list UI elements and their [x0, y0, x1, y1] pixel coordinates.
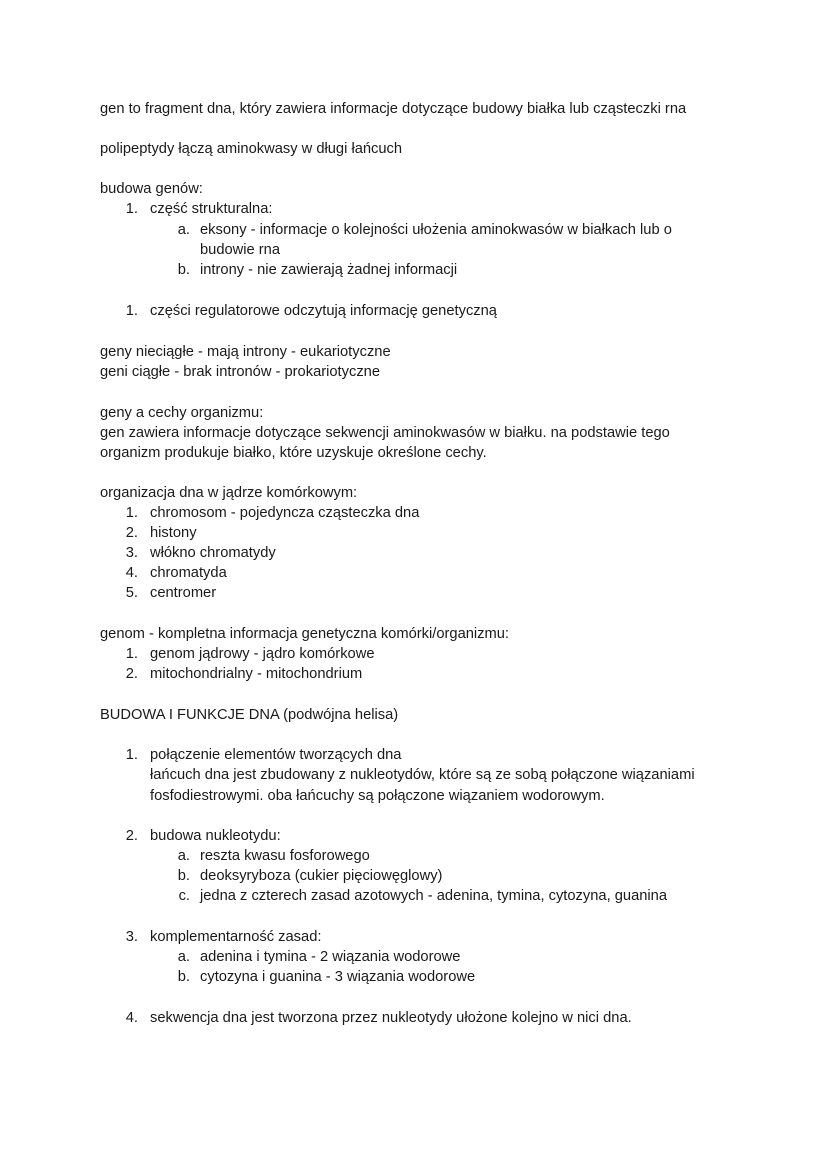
- sublist-item: deoksyryboza (cukier pięciowęglowy): [200, 868, 443, 884]
- section-heading-gene-structure: budowa genów:: [100, 181, 203, 197]
- list-marker: 3.: [125, 929, 138, 945]
- list-marker: 2.: [125, 828, 138, 844]
- list-item: część strukturalna:: [150, 201, 273, 217]
- list-item-continuation: łańcuch dna jest zbudowany z nukleotydów, które są ze sobą połączone wiązaniami: [150, 767, 695, 783]
- list-marker: 1.: [125, 646, 138, 662]
- list-item: chromatyda: [150, 565, 227, 581]
- paragraph-line: organizm produkuje białko, które uzyskuje określone cechy.: [100, 445, 487, 461]
- paragraph-polypeptides: polipeptydy łączą aminokwasy w długi łańcuch: [100, 141, 403, 157]
- sublist-marker: a.: [177, 949, 190, 965]
- sublist-item: cytozyna i guanina - 3 wiązania wodorowe: [200, 969, 476, 985]
- list-item: włókno chromatydy: [150, 545, 276, 561]
- list-marker: 1.: [125, 505, 138, 521]
- list-marker: 1.: [125, 303, 138, 319]
- list-item: sekwencja dna jest tworzona przez nukleotydy ułożone kolejno w nici dna.: [150, 1010, 632, 1026]
- list-marker: 4.: [125, 1010, 138, 1026]
- sublist-marker: b.: [177, 868, 190, 884]
- list-item: chromosom - pojedyncza cząsteczka dna: [150, 505, 420, 521]
- list-marker: 3.: [125, 545, 138, 561]
- list-marker: 1.: [125, 747, 138, 763]
- list-marker: 2.: [125, 525, 138, 541]
- list-item: połączenie elementów tworzących dna: [150, 747, 402, 763]
- section-heading-dna-organization: organizacja dna w jądrze komórkowym:: [100, 485, 358, 501]
- list-marker: 1.: [125, 201, 138, 217]
- sublist-item-continuation: budowie rna: [200, 242, 281, 258]
- sublist-marker: b.: [177, 969, 190, 985]
- paragraph-gene-type: geny nieciągłe - mają introny - eukariotyczne: [100, 344, 391, 360]
- list-item: genom jądrowy - jądro komórkowe: [150, 646, 375, 662]
- sublist-marker: a.: [177, 222, 190, 238]
- sublist-marker: b.: [177, 262, 190, 278]
- list-marker: 2.: [125, 666, 138, 682]
- list-item: centromer: [150, 585, 217, 601]
- section-heading-dna-structure: BUDOWA I FUNKCJE DNA (podwójna helisa): [100, 707, 399, 723]
- section-heading-genes-traits: geny a cechy organizmu:: [100, 405, 264, 421]
- list-item-continuation: fosfodiestrowymi. oba łańcuchy są połączone wiązaniem wodorowym.: [150, 788, 605, 804]
- sublist-item: introny - nie zawierają żadnej informacji: [200, 262, 458, 278]
- list-item: komplementarność zasad:: [150, 929, 322, 945]
- paragraph-gene-definition: gen to fragment dna, który zawiera informacje dotyczące budowy białka lub cząsteczki rna: [100, 101, 687, 117]
- sublist-item: jedna z czterech zasad azotowych - adenina, tymina, cytozyna, guanina: [200, 888, 668, 904]
- sublist-item: adenina i tymina - 2 wiązania wodorowe: [200, 949, 461, 965]
- list-item: budowa nukleotydu:: [150, 828, 281, 844]
- sublist-item: eksony - informacje o kolejności ułożenia aminokwasów w białkach lub o: [200, 222, 672, 238]
- list-marker: 4.: [125, 565, 138, 581]
- list-item: mitochondrialny - mitochondrium: [150, 666, 363, 682]
- sublist-marker: c.: [178, 888, 190, 904]
- section-heading-genome: genom - kompletna informacja genetyczna komórki/organizmu:: [100, 626, 509, 642]
- sublist-item: reszta kwasu fosforowego: [200, 848, 370, 864]
- list-item: histony: [150, 525, 197, 541]
- list-item: części regulatorowe odczytują informację genetyczną: [150, 303, 497, 319]
- paragraph-line: gen zawiera informacje dotyczące sekwencji aminokwasów w białku. na podstawie tego: [100, 425, 670, 441]
- sublist-marker: a.: [177, 848, 190, 864]
- paragraph-gene-type: geni ciągłe - brak intronów - prokariotyczne: [100, 364, 381, 380]
- list-marker: 5.: [125, 585, 138, 601]
